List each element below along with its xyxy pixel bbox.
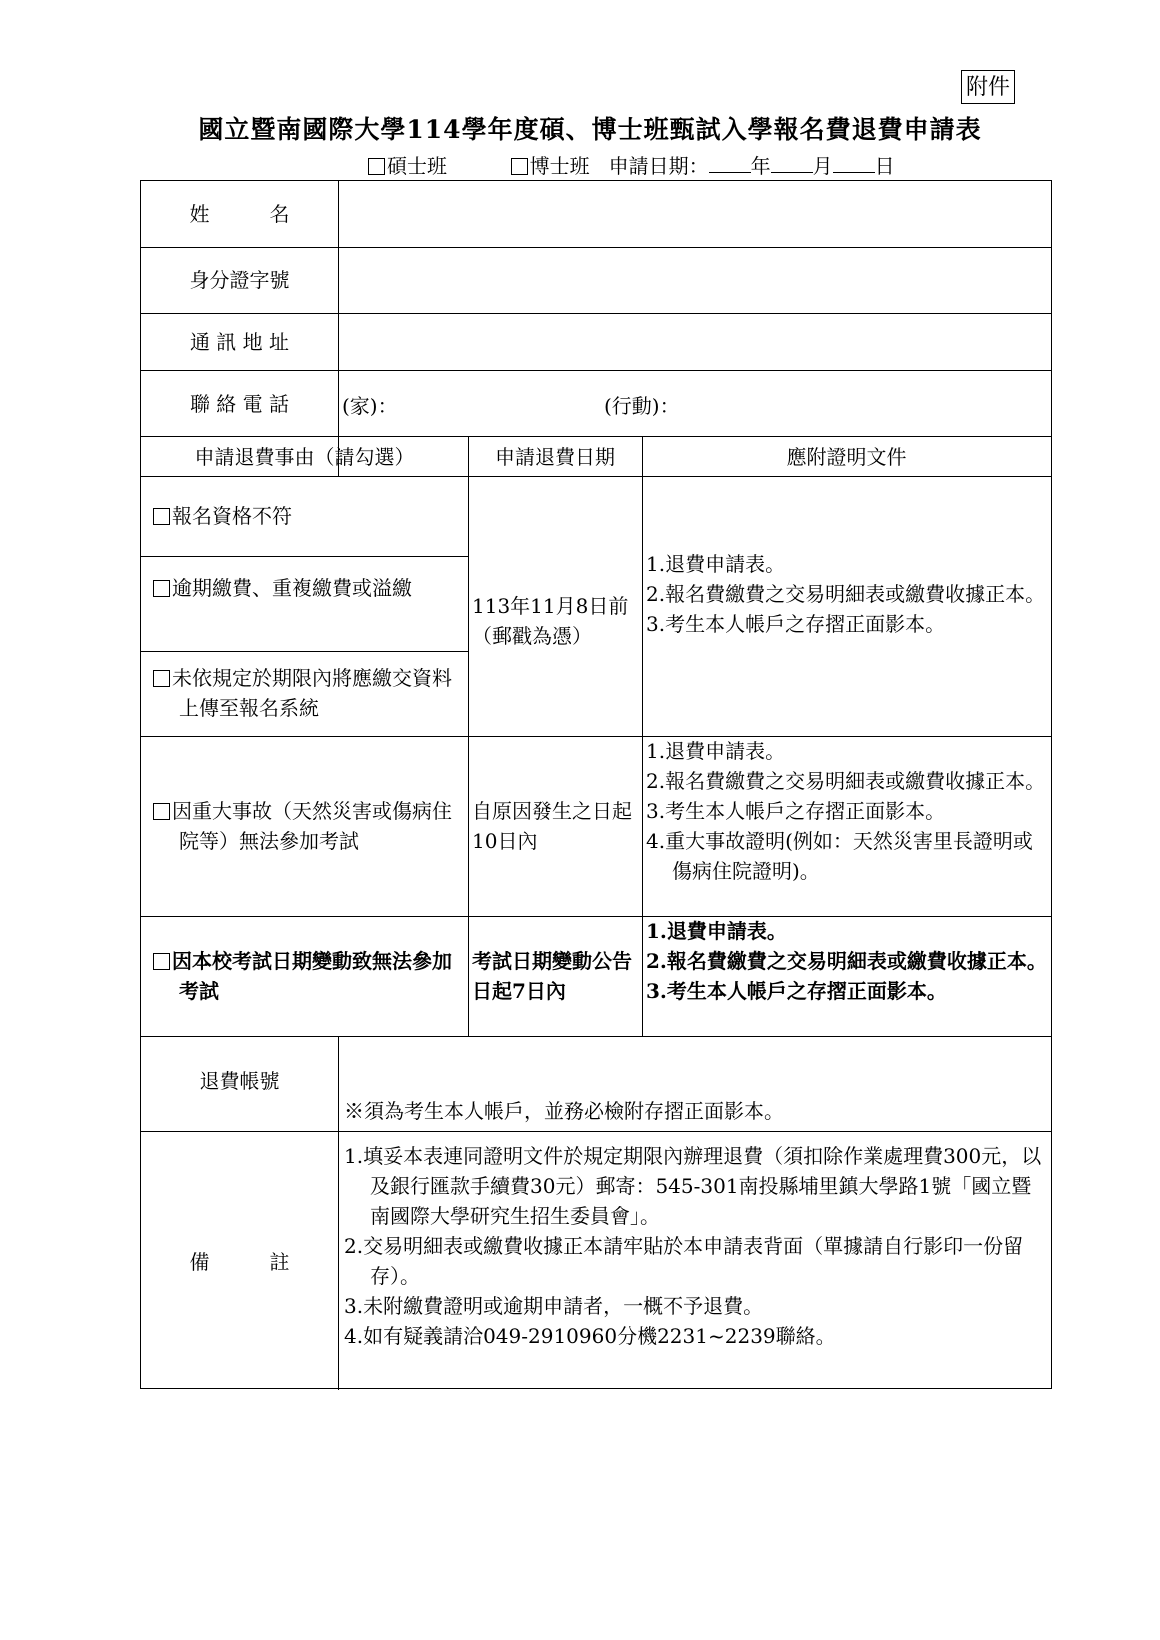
reason-ineligible-checkbox[interactable] bbox=[153, 508, 170, 525]
master-label: 碩士班 bbox=[387, 154, 447, 178]
refund-account-note: ※須為考生本人帳戶，並務必檢附存摺正面影本。 bbox=[344, 1099, 784, 1123]
remarks-list bbox=[344, 1141, 1046, 1351]
phone-mobile-label: (行動)： bbox=[604, 394, 680, 418]
date-group-2: 自原因發生之日起10日內 bbox=[472, 799, 632, 853]
remarks-item: 4.如有疑義請洽049-2910960分機2231~2239聯絡。 bbox=[344, 1324, 836, 1348]
docs-group-1 bbox=[646, 549, 1048, 639]
name-label: 姓 名 bbox=[189, 202, 290, 226]
name-field[interactable] bbox=[340, 181, 1051, 247]
id-number-label: 身分證字號 bbox=[189, 268, 290, 292]
refund-account-label: 退費帳號 bbox=[199, 1069, 280, 1093]
docs-item: 3.考生本人帳戶之存摺正面影本。 bbox=[646, 799, 946, 823]
docs-header: 應附證明文件 bbox=[786, 445, 907, 469]
docs-group-3 bbox=[646, 916, 1048, 1006]
docs-item: 2.報名費繳費之交易明細表或繳費收據正本。 bbox=[646, 949, 1047, 973]
refund-account-field[interactable] bbox=[340, 1037, 1051, 1097]
month-label: 月 bbox=[812, 154, 833, 178]
reason-major-incident-checkbox[interactable] bbox=[153, 803, 170, 820]
phone-home-label: (家)： bbox=[342, 394, 398, 418]
date-group-3: 考試日期變動公告日起7日內 bbox=[472, 949, 632, 1003]
docs-item: 1.退費申請表。 bbox=[646, 739, 786, 763]
reason-header: 申請退費事由（請勾選） bbox=[194, 445, 415, 469]
form-title: 國立暨南國際大學114學年度碩、博士班甄試入學報名費退費申請表 bbox=[198, 115, 982, 144]
reason-upload-missed-checkbox[interactable] bbox=[153, 670, 170, 687]
docs-item: 3.考生本人帳戶之存摺正面影本。 bbox=[646, 612, 946, 636]
remarks-item: 3.未附繳費證明或逾期申請者，一概不予退費。 bbox=[344, 1294, 764, 1318]
reason-upload-missed[interactable]: 未依規定於期限內將應繳交資料上傳至報名系統 bbox=[153, 663, 458, 723]
id-number-field[interactable] bbox=[340, 248, 1051, 313]
remarks-label: 備 註 bbox=[189, 1250, 290, 1274]
attachment-tag: 附件 bbox=[961, 70, 1015, 104]
phone-label: 聯 絡 電 話 bbox=[189, 392, 290, 416]
remarks-item: 2.交易明細表或繳費收據正本請牢貼於本申請表背面（單據請自行影印一份留存）。 bbox=[344, 1234, 1024, 1288]
docs-item: 2.報名費繳費之交易明細表或繳費收據正本。 bbox=[646, 769, 1046, 793]
reason-exam-date-change[interactable]: 因本校考試日期變動致無法參加考試 bbox=[153, 946, 458, 1006]
reason-major-incident[interactable]: 因重大事故（天然災害或傷病住院等）無法參加考試 bbox=[153, 796, 458, 856]
address-field[interactable] bbox=[340, 314, 1051, 370]
reason-late-payment-checkbox[interactable] bbox=[153, 580, 170, 597]
date-header: 申請退費日期 bbox=[495, 445, 615, 469]
docs-item: 4.重大事故證明(例如：天然災害里長證明或傷病住院證明)。 bbox=[646, 829, 1033, 883]
phd-checkbox[interactable] bbox=[511, 158, 528, 175]
day-input[interactable] bbox=[833, 152, 875, 173]
master-checkbox[interactable] bbox=[368, 158, 385, 175]
remarks-item: 1.填妥本表連同證明文件於規定期限內辦理退費（須扣除作業處理費300元，以及銀行匯款手續費30元）郵寄：545-301南投縣埔里鎮大學路1號「國立暨南國際大學研究生招生委員會」。 bbox=[344, 1144, 1042, 1228]
day-label: 日 bbox=[874, 154, 895, 178]
address-label: 通 訊 地 址 bbox=[189, 330, 290, 354]
docs-item: 2.報名費繳費之交易明細表或繳費收據正本。 bbox=[646, 582, 1046, 606]
phd-label: 博士班 bbox=[529, 154, 590, 178]
year-label: 年 bbox=[750, 154, 771, 178]
reason-ineligible[interactable]: 報名資格不符 bbox=[153, 501, 458, 531]
reason-late-payment[interactable]: 逾期繳費、重複繳費或溢繳 bbox=[153, 573, 458, 603]
form-subheader bbox=[368, 150, 895, 179]
date-label: 申請日期： bbox=[608, 154, 709, 178]
reason-exam-date-change-checkbox[interactable] bbox=[153, 953, 170, 970]
application-form-table bbox=[140, 180, 1052, 1389]
month-input[interactable] bbox=[771, 152, 813, 173]
docs-group-2 bbox=[646, 736, 1048, 886]
year-input[interactable] bbox=[709, 152, 751, 173]
docs-item: 1.退費申請表。 bbox=[646, 919, 787, 943]
docs-item: 1.退費申請表。 bbox=[646, 552, 786, 576]
date-group-1: 113年11月8日前（郵戳為憑） bbox=[472, 594, 629, 648]
docs-item: 3.考生本人帳戶之存摺正面影本。 bbox=[646, 979, 947, 1003]
